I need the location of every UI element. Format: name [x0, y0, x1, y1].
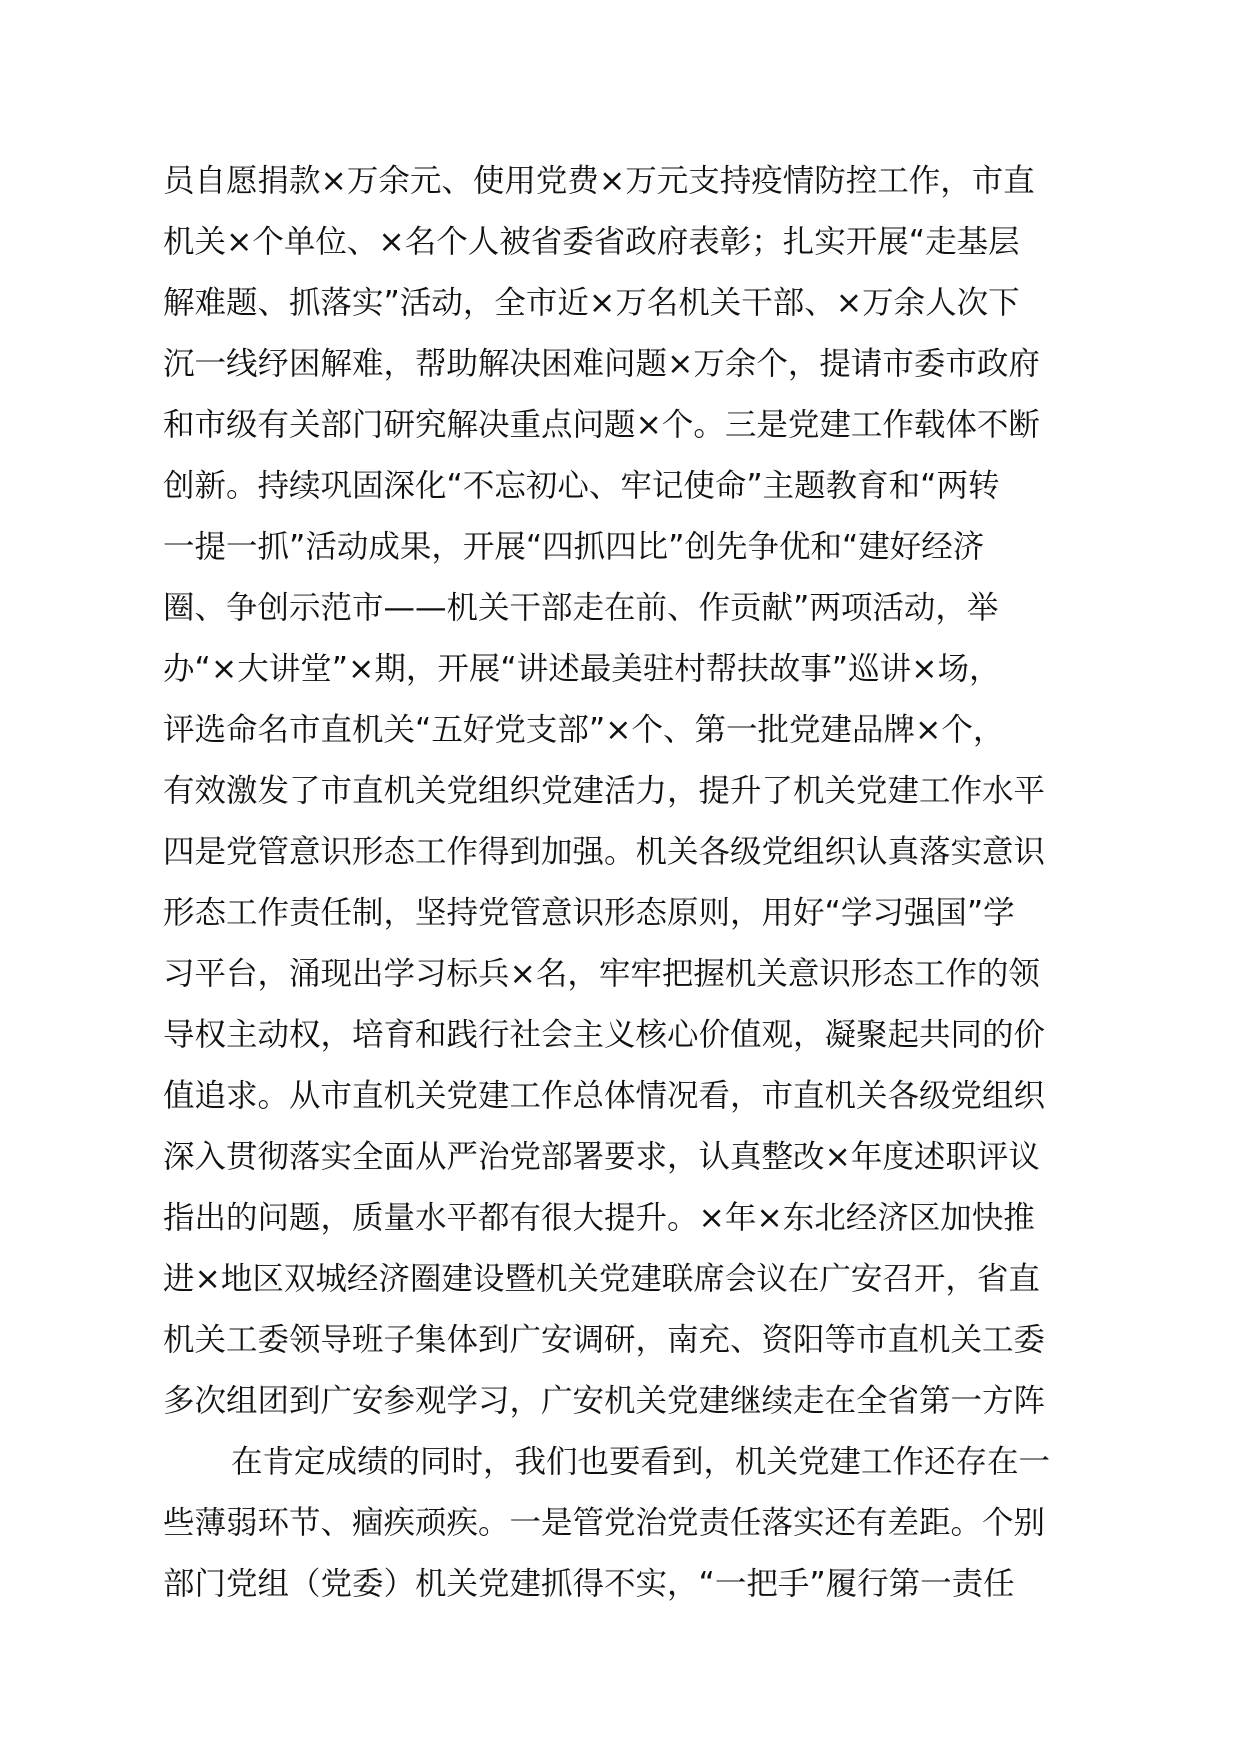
text-line: 部门党组（党委）机关党建抓得不实，“一把手”履行第一责任 — [163, 1566, 1015, 1602]
text-line: 进×地区双城经济圈建设暨机关党建联席会议在广安召开，省直 — [163, 1261, 1040, 1297]
text-line: 导权主动权，培育和践行社会主义核心价值观，凝聚起共同的价 — [163, 1017, 1046, 1053]
text-line: 和市级有关部门研究解决重点问题×个。三是党建工作载体不断 — [163, 407, 1040, 443]
paragraph-2 — [163, 1432, 1123, 1615]
body-text — [163, 151, 1123, 1615]
text-line: 习平台，涌现出学习标兵×名，牢牢把握机关意识形态工作的领 — [163, 956, 1040, 992]
text-line: 评选命名市直机关“五好党支部”×个、第一批党建品牌×个， — [163, 712, 1005, 748]
text-line: 在肯定成绩的同时，我们也要看到，机关党建工作还存在一 — [231, 1444, 1051, 1480]
text-line: 创新。持续巩固深化“不忘初心、牢记使命”主题教育和“两转 — [163, 468, 1000, 504]
text-line: 机关×个单位、×名个人被省委省政府表彰；扎实开展“走基层 — [163, 224, 1020, 260]
text-line: 解难题、抓落实”活动，全市近×万名机关干部、×万余人次下 — [163, 285, 1020, 321]
text-line: 深入贯彻落实全面从严治党部署要求，认真整改×年度述职评议 — [163, 1139, 1040, 1175]
text-line: 四是党管意识形态工作得到加强。机关各级党组织认真落实意识 — [163, 834, 1046, 870]
text-line: 指出的问题，质量水平都有很大提升。×年×东北经济区加快推 — [163, 1200, 1035, 1236]
paragraph-1 — [163, 151, 1123, 1432]
text-line: 员自愿捐款×万余元、使用党费×万元支持疫情防控工作，市直 — [163, 163, 1035, 199]
text-line: 多次组团到广安参观学习，广安机关党建继续走在全省第一方阵 — [163, 1383, 1046, 1419]
text-line: 有效激发了市直机关党组织党建活力，提升了机关党建工作水平 — [163, 773, 1046, 809]
text-line: 形态工作责任制，坚持党管意识形态原则，用好“学习强国”学 — [163, 895, 1015, 931]
text-line: 一提一抓”活动成果，开展“四抓四比”创先争优和“建好经济 — [163, 529, 985, 565]
text-line: 些薄弱环节、痼疾顽疾。一是管党治党责任落实还有差距。个别 — [163, 1505, 1046, 1541]
text-line: 办“×大讲堂”×期，开展“讲述最美驻村帮扶故事”巡讲×场， — [163, 651, 1001, 687]
text-line: 值追求。从市直机关党建工作总体情况看，市直机关各级党组织 — [163, 1078, 1046, 1114]
text-line: 机关工委领导班子集体到广安调研，南充、资阳等市直机关工委 — [163, 1322, 1046, 1358]
text-line: 沉一线纾困解难，帮助解决困难问题×万余个，提请市委市政府 — [163, 346, 1040, 382]
text-line: 圈、争创示范市——机关干部走在前、作贡献”两项活动，举 — [163, 590, 999, 626]
